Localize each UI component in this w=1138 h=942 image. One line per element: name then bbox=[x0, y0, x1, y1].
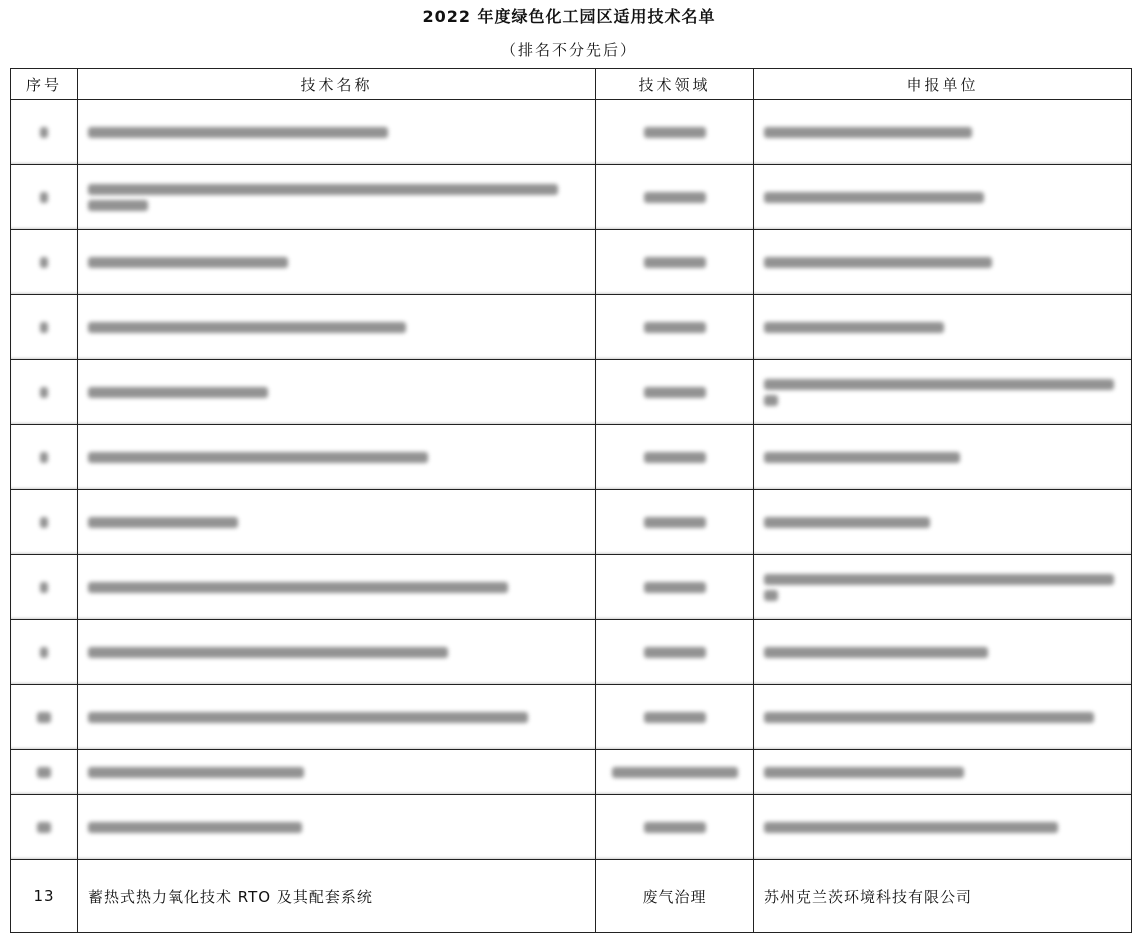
applicant-unit-cell bbox=[754, 360, 1132, 425]
blurred-text bbox=[644, 452, 706, 463]
blurred-text bbox=[88, 452, 428, 463]
technology-field-cell bbox=[596, 165, 754, 230]
technology-name-cell bbox=[78, 490, 596, 555]
table-row bbox=[11, 795, 1132, 860]
technology-name-cell bbox=[78, 750, 596, 795]
table-row bbox=[11, 425, 1132, 490]
blurred-text bbox=[40, 257, 48, 268]
blurred-text bbox=[764, 712, 1094, 723]
technology-field-cell bbox=[596, 620, 754, 685]
blurred-text bbox=[88, 712, 528, 723]
blurred-text bbox=[644, 582, 706, 593]
row-number-cell bbox=[11, 100, 78, 165]
blurred-text bbox=[37, 822, 51, 833]
blurred-text bbox=[644, 322, 706, 333]
blurred-text bbox=[764, 257, 992, 268]
blurred-text bbox=[764, 767, 964, 778]
blurred-text bbox=[40, 322, 48, 333]
blurred-text bbox=[764, 517, 930, 528]
blurred-text bbox=[37, 767, 51, 778]
row-number-cell bbox=[11, 425, 78, 490]
blurred-text bbox=[764, 192, 984, 203]
blurred-text bbox=[764, 647, 988, 658]
technology-name-cell bbox=[78, 230, 596, 295]
blurred-text bbox=[764, 322, 944, 333]
technology-name-cell bbox=[78, 165, 596, 230]
blurred-text bbox=[644, 822, 706, 833]
technology-field-cell bbox=[596, 295, 754, 360]
applicant-unit-cell bbox=[754, 425, 1132, 490]
blurred-text bbox=[40, 192, 48, 203]
blurred-text bbox=[764, 127, 972, 138]
technology-name-cell bbox=[78, 860, 596, 933]
document-title: 2022 年度绿色化工园区适用技术名单 bbox=[422, 7, 716, 26]
blurred-text bbox=[764, 395, 778, 406]
applicant-unit-cell bbox=[754, 795, 1132, 860]
header-technology-field: 技术领域 bbox=[596, 69, 754, 100]
blurred-text bbox=[40, 647, 48, 658]
technology-name-cell bbox=[78, 425, 596, 490]
table-row bbox=[11, 490, 1132, 555]
blurred-text bbox=[40, 127, 48, 138]
blurred-text bbox=[40, 582, 48, 593]
technology-field-cell bbox=[596, 685, 754, 750]
blurred-text bbox=[612, 767, 738, 778]
blurred-text bbox=[88, 200, 148, 211]
document-subtitle: （排名不分先后） bbox=[500, 41, 637, 59]
blurred-text bbox=[764, 452, 960, 463]
applicant-unit-cell bbox=[754, 860, 1132, 933]
table-row bbox=[11, 360, 1132, 425]
blurred-text bbox=[88, 322, 406, 333]
technology-field-cell bbox=[596, 750, 754, 795]
blurred-text bbox=[88, 127, 388, 138]
table-row bbox=[11, 620, 1132, 685]
technology-name-cell bbox=[78, 100, 596, 165]
blurred-text bbox=[644, 647, 706, 658]
technology-name-cell bbox=[78, 360, 596, 425]
blurred-text bbox=[40, 517, 48, 528]
blurred-text bbox=[88, 387, 268, 398]
row-number-cell bbox=[11, 750, 78, 795]
technology-field-cell bbox=[596, 230, 754, 295]
row-number-cell bbox=[11, 360, 78, 425]
technology-field-cell bbox=[596, 555, 754, 620]
blurred-text bbox=[644, 257, 706, 268]
table-row bbox=[11, 100, 1132, 165]
technology-name-cell bbox=[78, 795, 596, 860]
row-number-cell bbox=[11, 230, 78, 295]
applicant-unit-cell bbox=[754, 555, 1132, 620]
technology-field-cell bbox=[596, 100, 754, 165]
technology-field-cell bbox=[596, 795, 754, 860]
blurred-text bbox=[88, 582, 508, 593]
blurred-text bbox=[88, 647, 448, 658]
blurred-text bbox=[764, 574, 1114, 585]
blurred-text bbox=[88, 822, 302, 833]
blurred-text bbox=[88, 517, 238, 528]
applicant-unit-text: 苏州克兰茨环境科技有限公司 bbox=[764, 887, 973, 906]
blurred-text bbox=[644, 192, 706, 203]
blurred-text bbox=[644, 127, 706, 138]
table-row bbox=[11, 165, 1132, 230]
blurred-text bbox=[37, 712, 51, 723]
blurred-text bbox=[88, 767, 304, 778]
table-header-row bbox=[11, 69, 1132, 100]
blurred-text bbox=[88, 257, 288, 268]
table-row bbox=[11, 230, 1132, 295]
blurred-text bbox=[40, 452, 48, 463]
row-number-cell bbox=[11, 490, 78, 555]
blurred-text bbox=[88, 184, 558, 195]
applicant-unit-cell bbox=[754, 295, 1132, 360]
applicant-unit-cell bbox=[754, 230, 1132, 295]
technology-name-cell bbox=[78, 555, 596, 620]
technology-name-cell bbox=[78, 620, 596, 685]
applicant-unit-cell bbox=[754, 165, 1132, 230]
applicant-unit-cell bbox=[754, 620, 1132, 685]
table-row bbox=[11, 860, 1132, 933]
table-row bbox=[11, 750, 1132, 795]
row-number-cell bbox=[11, 685, 78, 750]
row-number-cell bbox=[11, 795, 78, 860]
row-number-cell: 13 bbox=[11, 860, 78, 933]
row-number-cell bbox=[11, 555, 78, 620]
table-row bbox=[11, 555, 1132, 620]
technology-field-cell bbox=[596, 425, 754, 490]
header-number: 序号 bbox=[11, 69, 78, 100]
technology-field-cell: 废气治理 bbox=[596, 860, 754, 933]
technology-name-cell bbox=[78, 685, 596, 750]
table-row bbox=[11, 685, 1132, 750]
blurred-text bbox=[644, 517, 706, 528]
applicant-unit-cell bbox=[754, 685, 1132, 750]
technology-field-cell bbox=[596, 360, 754, 425]
header-applicant-unit: 申报单位 bbox=[754, 69, 1132, 100]
technology-field-cell bbox=[596, 490, 754, 555]
blurred-text bbox=[764, 379, 1114, 390]
applicant-unit-cell bbox=[754, 100, 1132, 165]
blurred-text bbox=[644, 712, 706, 723]
technology-list-table bbox=[10, 68, 1132, 933]
technology-name-text: 蓄热式热力氧化技术 RTO 及其配套系统 bbox=[88, 887, 373, 906]
row-number-cell bbox=[11, 165, 78, 230]
table-row bbox=[11, 295, 1132, 360]
blurred-text bbox=[40, 387, 48, 398]
applicant-unit-cell bbox=[754, 750, 1132, 795]
blurred-text bbox=[764, 822, 1058, 833]
applicant-unit-cell bbox=[754, 490, 1132, 555]
blurred-text bbox=[644, 387, 706, 398]
row-number-cell bbox=[11, 620, 78, 685]
row-number-cell bbox=[11, 295, 78, 360]
technology-name-cell bbox=[78, 295, 596, 360]
blurred-text bbox=[764, 590, 778, 601]
header-technology-name: 技术名称 bbox=[78, 69, 596, 100]
